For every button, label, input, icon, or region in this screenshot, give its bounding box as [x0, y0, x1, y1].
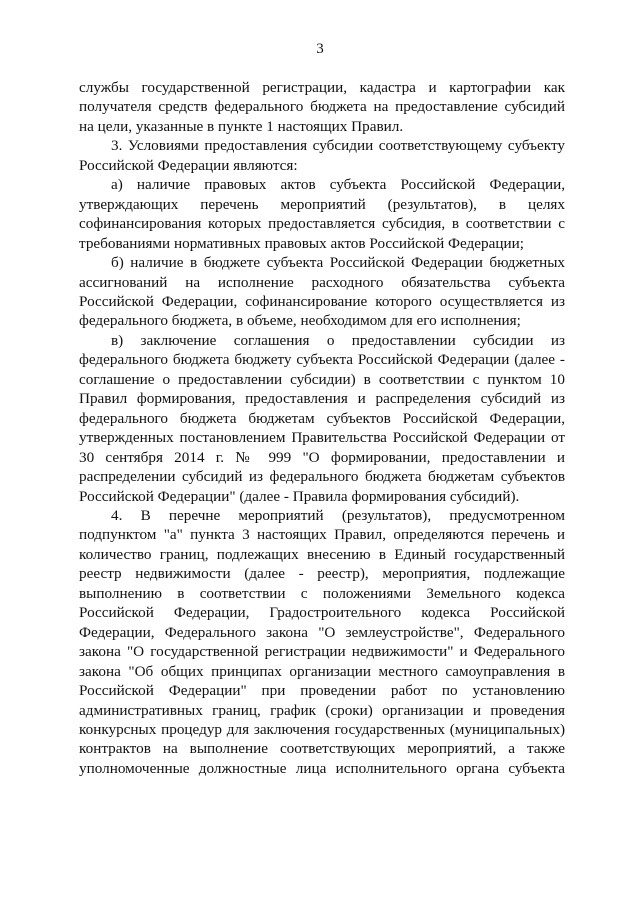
paragraph-item-4: 4. В перечне мероприятий (результатов), предусмотренном подпунктом "а" пункта 3 настоящих Правил, определяются перечень и количество границ, подлежащих внесению в Единый государственный реестр недвижимости (далее - реестр), мероприятия, подлежащие выполнению в соответствии с положениями Земельного кодекса Российской Федерации, Градостроительного кодекса Российской Федерации, Федерального закона "О землеустройстве", Федерального закона "О государственной регистрации недвижимости" и Федерального закона "Об общих принципах организации местного самоуправления в Российской Федерации" при проведении работ по установлению административных границ, график (сроки) организации и проведения конкурсных процедур для заключения государственных (муниципальных) контрактов на выполнение соответствующих мероприятий, а также уполномоченные должностные лица исполнительного органа субъекта: [79, 506, 565, 777]
paragraph-subitem-a: а) наличие правовых актов субъекта Российской Федерации, утверждающих перечень мероприятий (результатов), в целях софинансирования которых предоставляется субсидия, в соответствии с требованиями нормативных правовых актов Российской Федерации;: [79, 176, 565, 252]
paragraph-subitem-v: в) заключение соглашения о предоставлении субсидии из федерального бюджета бюджету субъекта Российской Федерации (далее - соглашение о предоставлении субсидии) в соответствии с пунктом 10 Правил формирования, предоставления и распределения субсидий из федерального бюджета бюджетам субъектов Российской Федерации, утвержденных постановлением Правительства Российской Федерации от 30 сентября 2014 г. № 999 "О формировании, предоставлении и распределении субсидий из федерального бюджета бюджетам субъектов Российской Федерации" (далее - Правила формирования субсидий).: [79, 331, 565, 505]
paragraph-subitem-b: б) наличие в бюджете субъекта Российской Федерации бюджетных ассигнований на исполнение расходного обязательства субъекта Российской Федерации, софинансирование которого осуществляется из федерального бюджета, в объеме, необходимом для его исполнения;: [79, 254, 565, 330]
paragraph-continuation: службы государственной регистрации, кадастра и картографии как получателя средств федерального бюджета на предоставление субсидий на цели, указанные в пункте 1 настоящих Правил.: [79, 79, 565, 135]
document-body: [79, 78, 565, 778]
page-number: 3: [316, 41, 324, 57]
paragraph-item-3: 3. Условиями предоставления субсидии соответствующему субъекту Российской Федерации являются:: [79, 137, 565, 174]
